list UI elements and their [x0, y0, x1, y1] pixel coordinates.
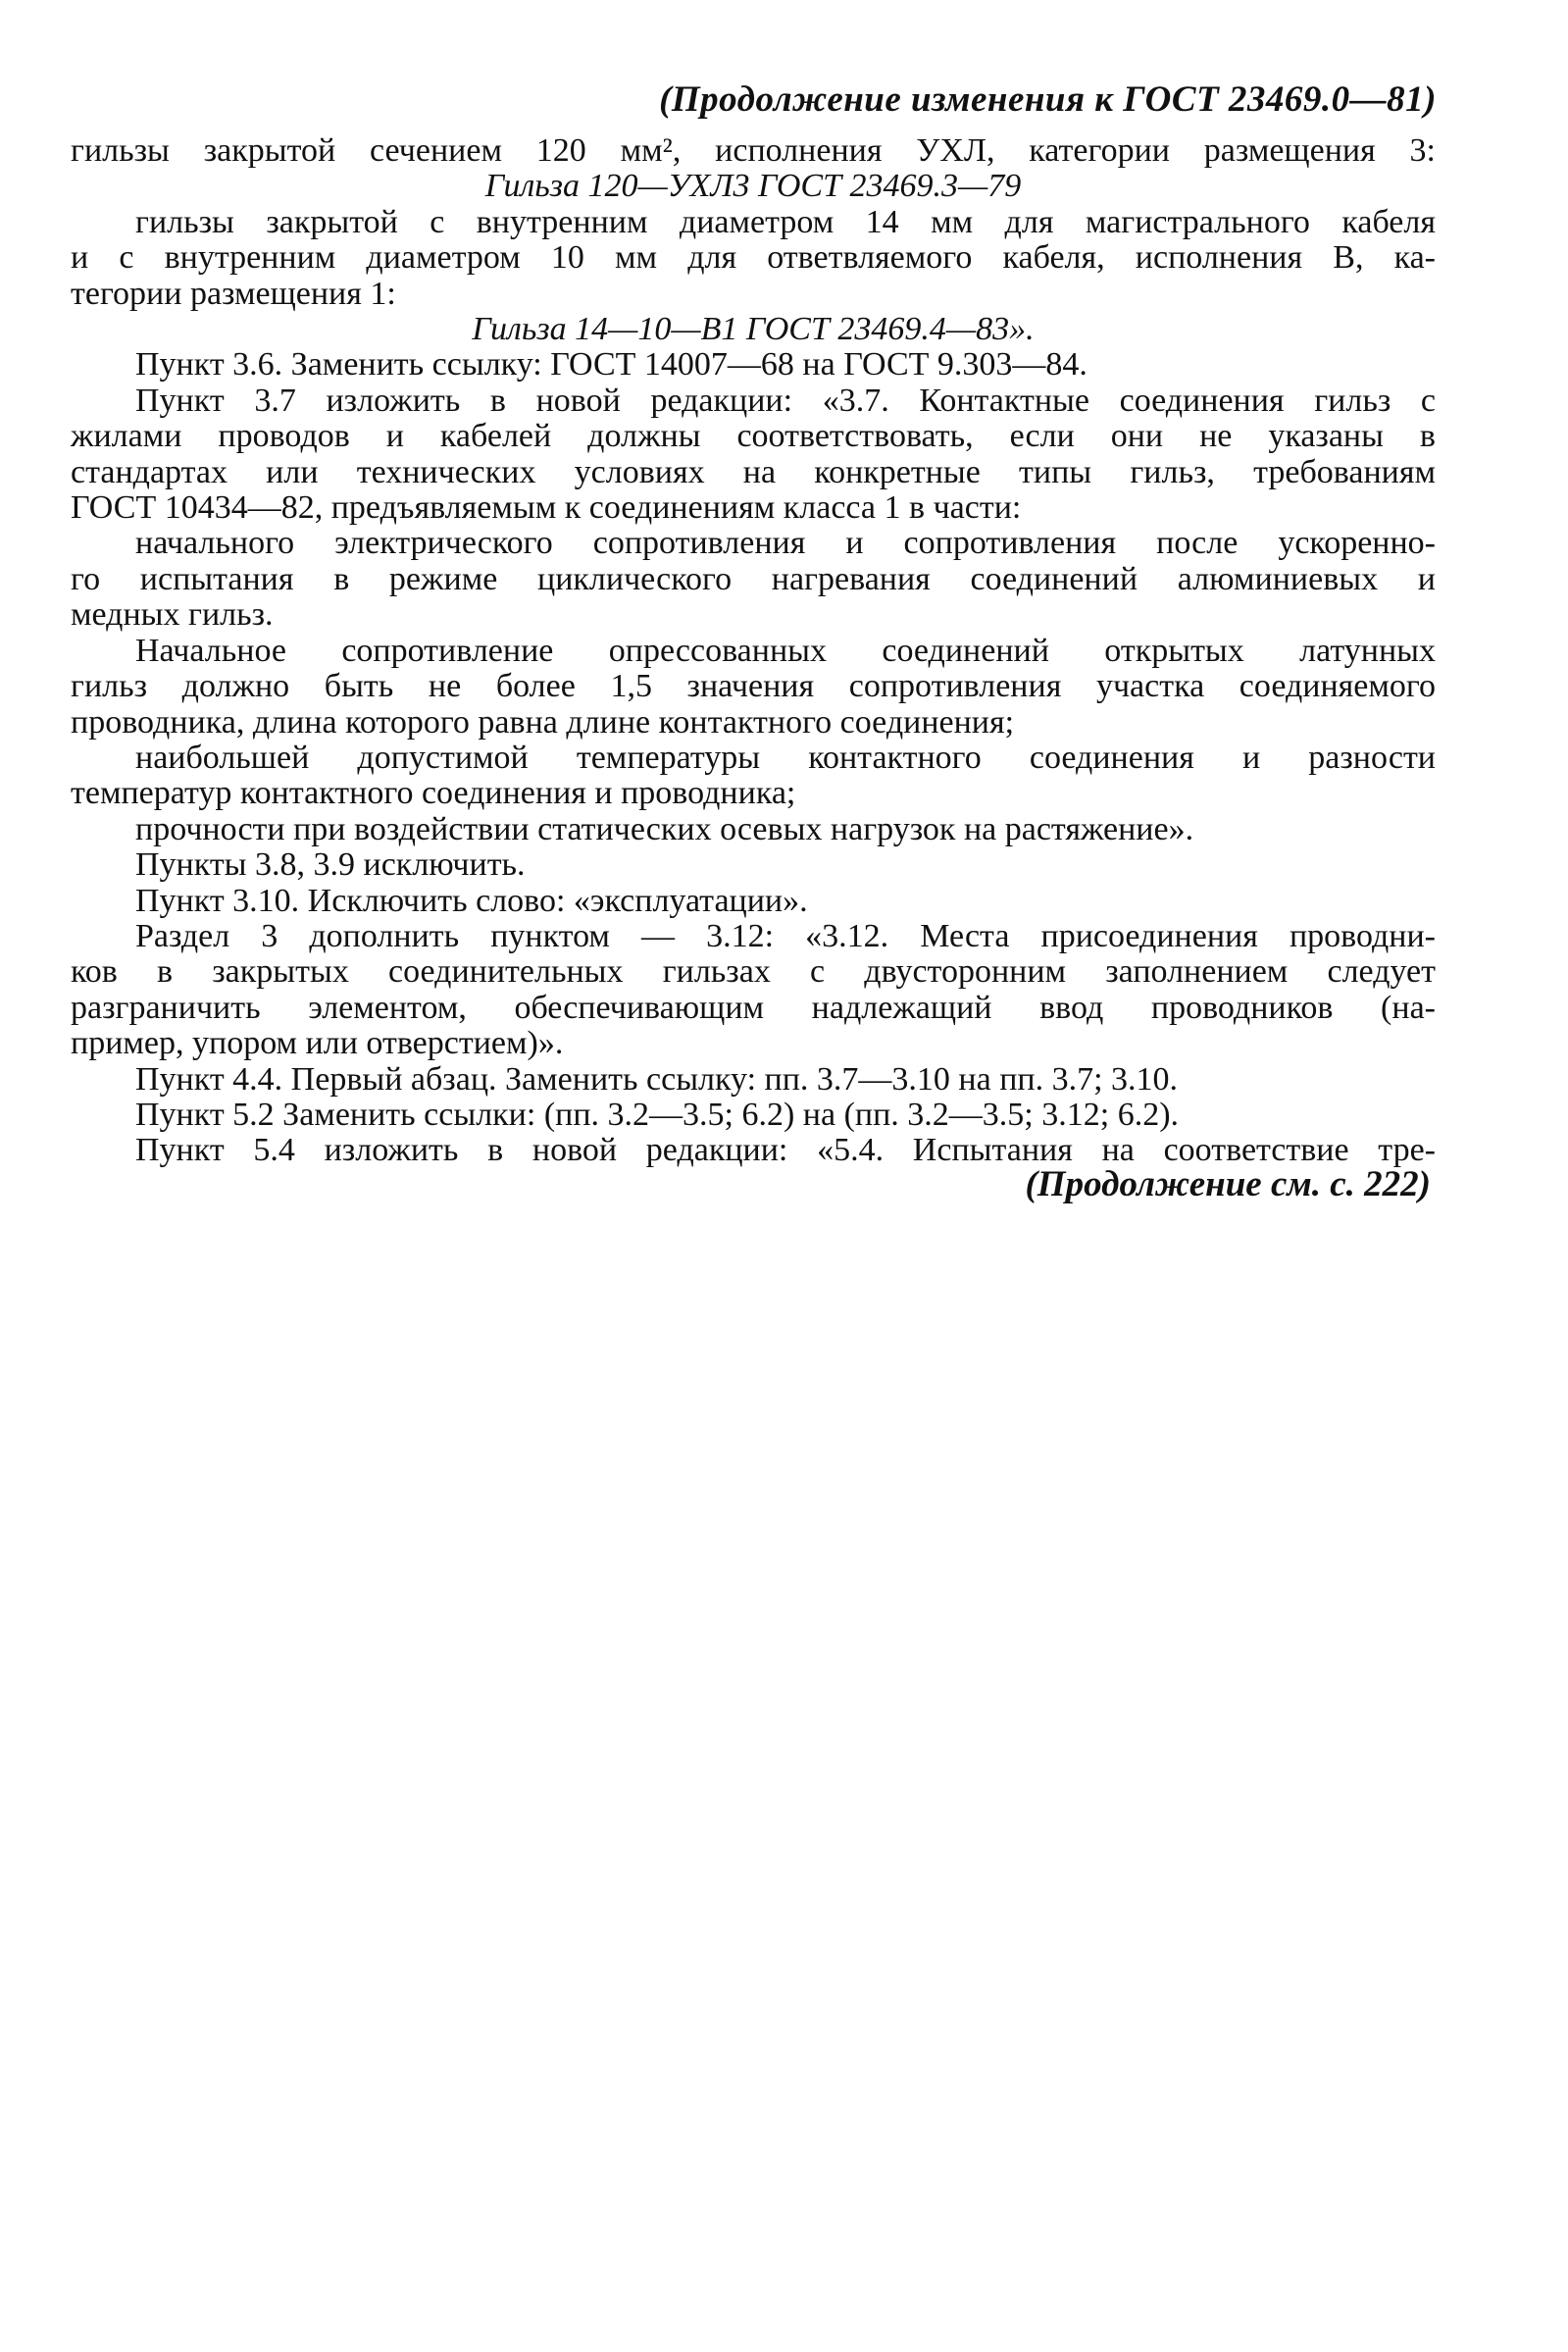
text-line: гильзы закрытой с внутренним диаметром 14 мм для магистрального кабеля: [135, 203, 1436, 240]
text-line: гильзы закрытой сечением 120 мм², исполнения УХЛ, категории размещения 3:: [71, 132, 1436, 169]
text-line: начального электрического сопротивления и сопротивления после ускоренно-: [135, 525, 1436, 562]
document-body: [71, 133, 1436, 1169]
text-line: тегории размещения 1:: [71, 275, 396, 312]
text-line: Пункт 5.2 Заменить ссылки: (пп. 3.2—3.5; 6.2) на (пп. 3.2—3.5; 3.12; 6.2).: [135, 1096, 1180, 1133]
text-line: прочности при воздействии статических осевых нагрузок на растяжение».: [135, 810, 1194, 847]
continuation-footer: (Продолжение см. с. 222): [1025, 1164, 1431, 1204]
text-line: и с внутренним диаметром 10 мм для ответвляемого кабеля, исполнения В, ка-: [71, 239, 1436, 277]
text-line: гильз должно быть не более 1,5 значения сопротивления участка соединяемого: [71, 668, 1436, 705]
text-line: Пункт 3.6. Заменить ссылку: ГОСТ 14007—68 на ГОСТ 9.303—84.: [135, 346, 1087, 383]
text-line: го испытания в режиме циклического нагревания соединений алюминиевых и: [71, 560, 1436, 597]
designation-line: Гильза 120—УХЛ3 ГОСТ 23469.3—79: [484, 168, 1022, 205]
text-line: медных гильз.: [71, 596, 274, 634]
text-line: Пункты 3.8, 3.9 исключить.: [135, 846, 526, 884]
text-line: Пункт 3.7 изложить в новой редакции: «3.7. Контактные соединения гильз с: [135, 382, 1436, 419]
text-line: Раздел 3 дополнить пунктом — 3.12: «3.12. Места присоединения проводни-: [135, 917, 1436, 954]
text-line: температур контактного соединения и проводника;: [71, 775, 796, 812]
text-line: Начальное сопротивление опрессованных соединений открытых латунных: [135, 632, 1436, 669]
text-line: проводника, длина которого равна длине контактного соединения;: [71, 703, 1015, 741]
designation-line: Гильза 14—10—В1 ГОСТ 23469.4—83».: [472, 311, 1035, 348]
text-line: Пункт 5.4 изложить в новой редакции: «5.4. Испытания на соответствие тре-: [135, 1132, 1436, 1169]
text-line: Пункт 3.10. Исключить слово: «эксплуатации».: [135, 882, 808, 919]
text-line: ГОСТ 10434—82, предъявляемым к соединениям класса 1 в части:: [71, 489, 1022, 527]
text-line: жилами проводов и кабелей должны соответствовать, если они не указаны в: [71, 418, 1436, 455]
continuation-header: (Продолжение изменения к ГОСТ 23469.0—81): [659, 79, 1437, 120]
text-line: наибольшей допустимой температуры контактного соединения и разности: [135, 739, 1436, 776]
text-line: Пункт 4.4. Первый абзац. Заменить ссылку: пп. 3.7—3.10 на пп. 3.7; 3.10.: [135, 1060, 1179, 1098]
text-line: пример, упором или отверстием)».: [71, 1025, 564, 1062]
text-line: ков в закрытых соединительных гильзах с двусторонним заполнением следует: [71, 953, 1436, 991]
text-line: разграничить элементом, обеспечивающим надлежащий ввод проводников (на-: [71, 989, 1436, 1026]
text-line: стандартах или технических условиях на конкретные типы гильз, требованиям: [71, 453, 1436, 490]
